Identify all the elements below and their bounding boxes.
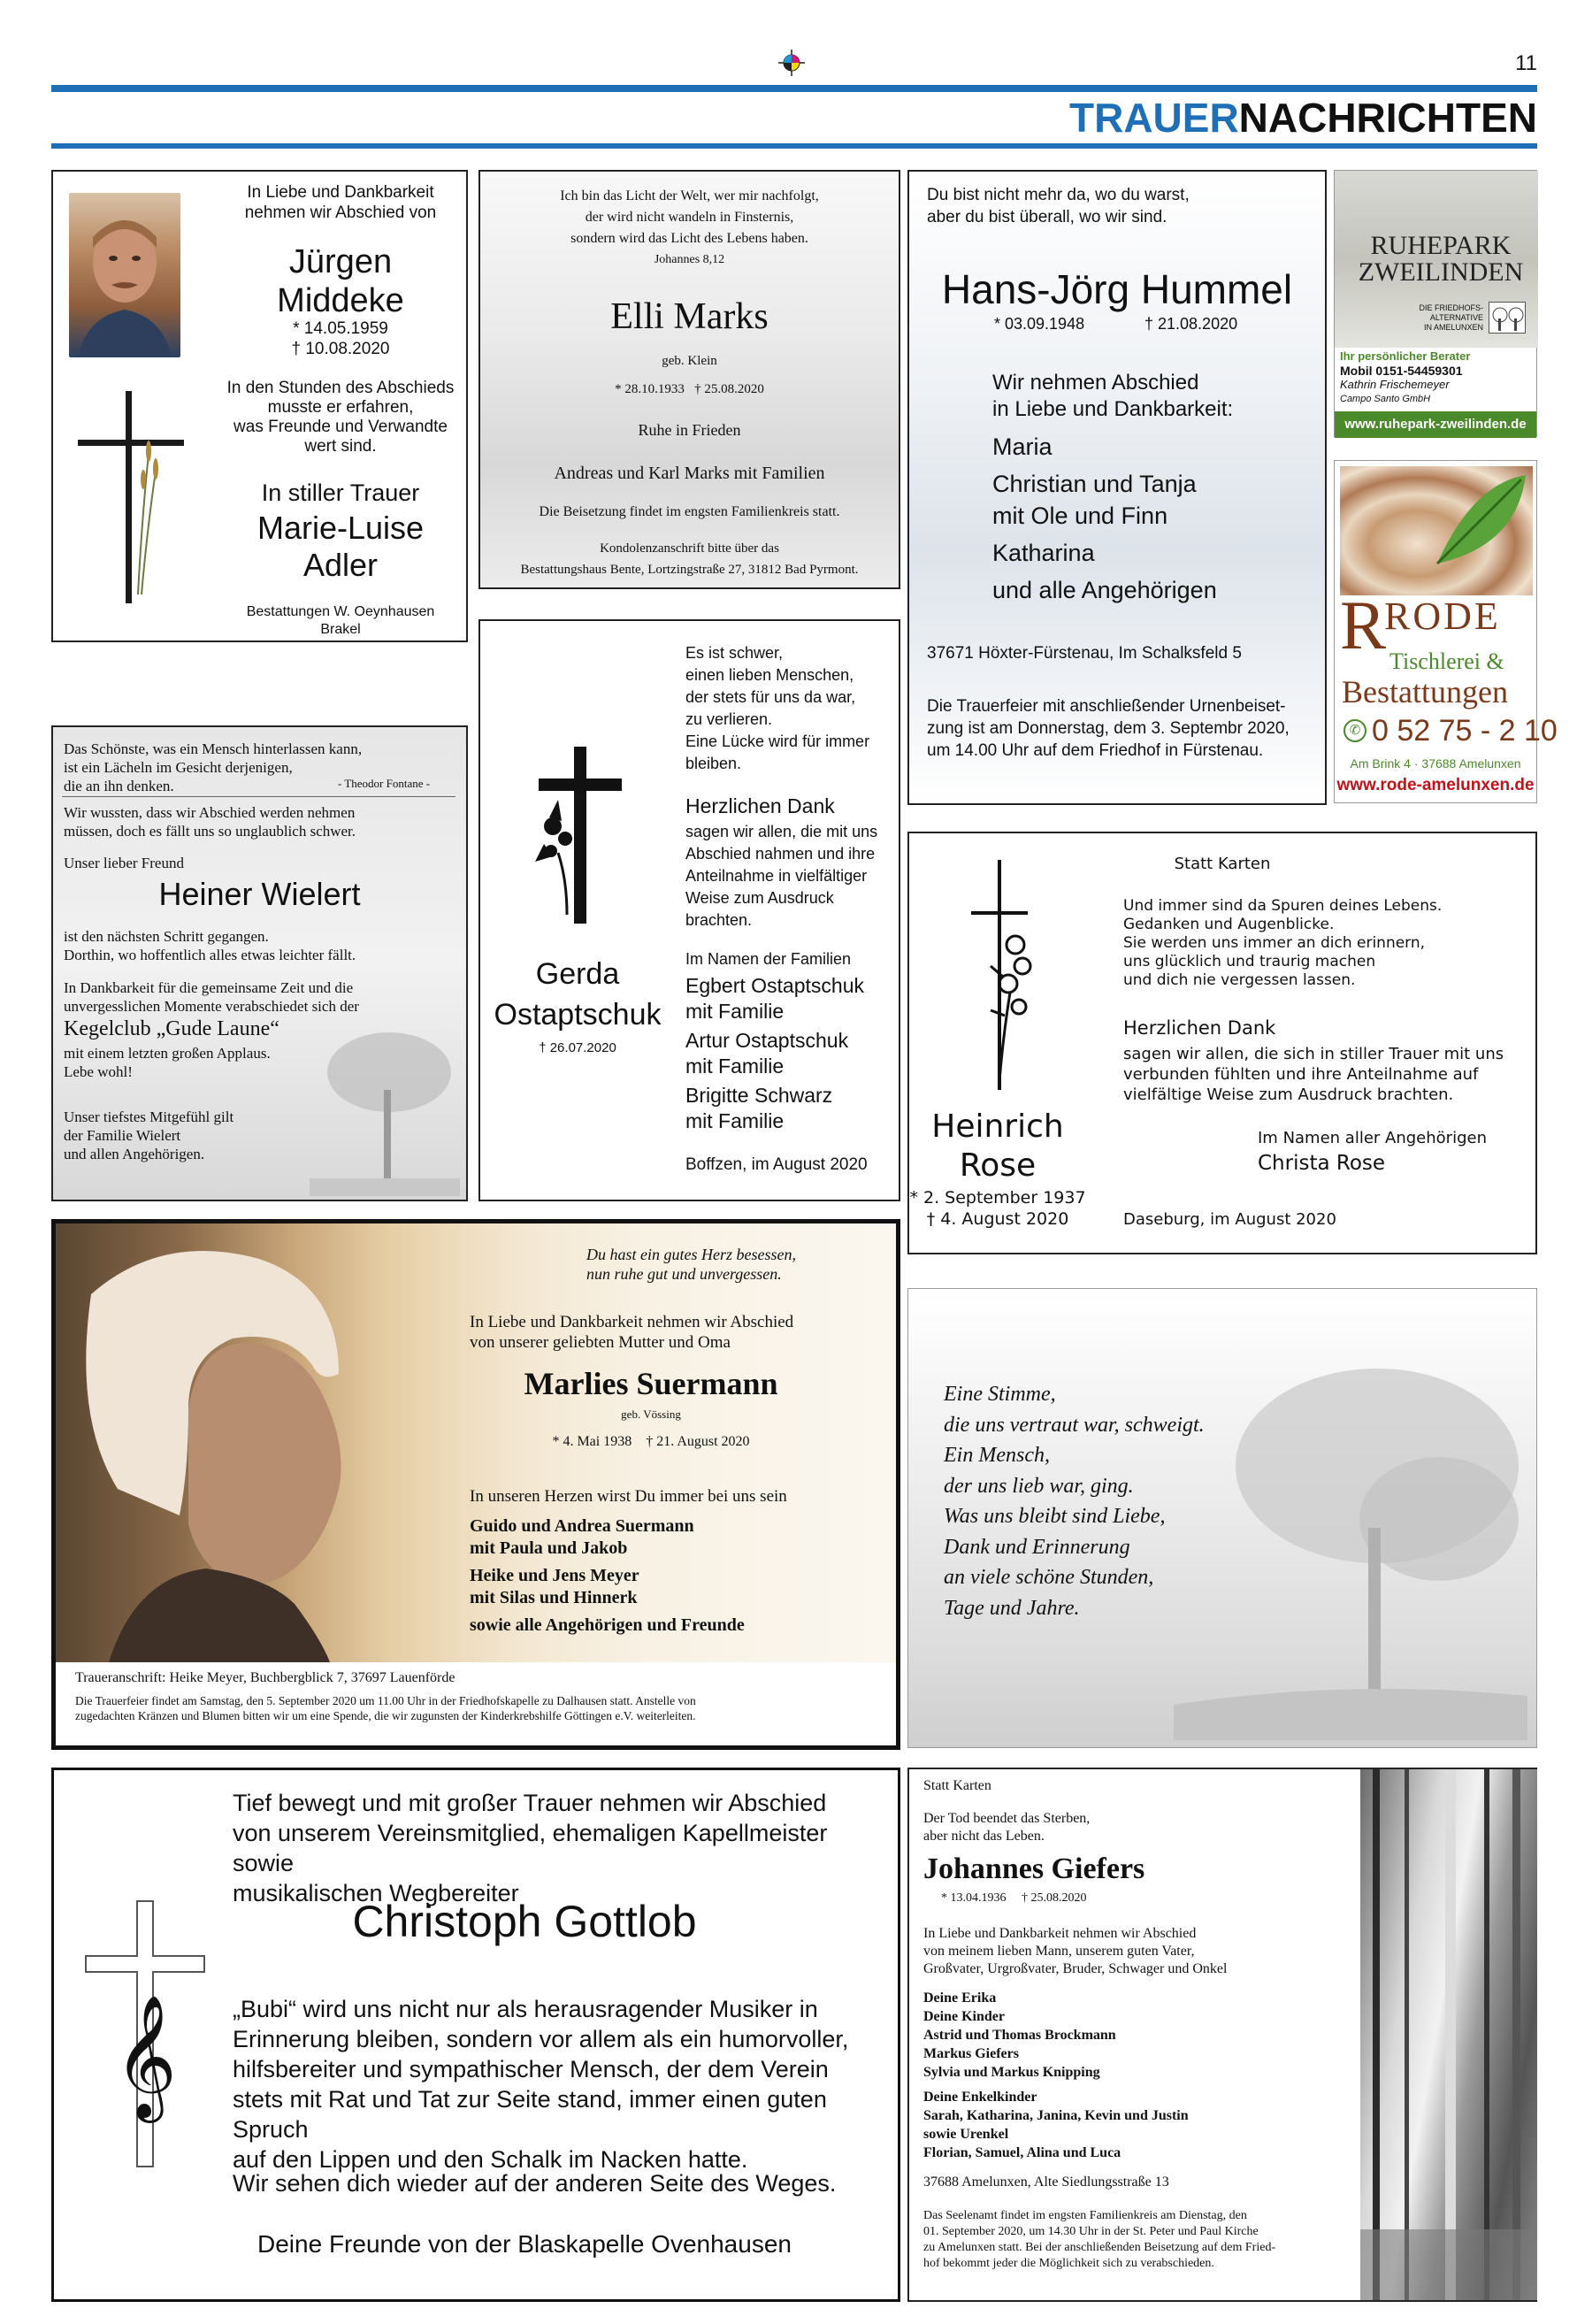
mourner-line: Florian, Samuel, Alina und Luca bbox=[923, 2145, 1122, 2160]
verse-line: Gedanken und Augenblicke. bbox=[1123, 916, 1335, 933]
svg-text:𝄞: 𝄞 bbox=[114, 1995, 177, 2118]
deceased-name: Christoph Gottlob bbox=[352, 1897, 697, 1946]
thanks-line: vielfältige Weise zum Ausdruck brachten. bbox=[1123, 1085, 1454, 1104]
deceased-name: Hans-Jörg Hummel bbox=[941, 266, 1293, 312]
mourner-line: Deine Kinder bbox=[923, 2009, 1005, 2024]
deceased-name: Johannes Giefers bbox=[923, 1852, 1145, 1885]
rode-line2: Bestattungen bbox=[1342, 674, 1508, 709]
intro-line: nehmen wir Abschied von bbox=[244, 203, 437, 222]
text-line: Unser tiefstes Mitgefühl gilt bbox=[64, 1108, 234, 1125]
mourner-line: Christian und Tanja bbox=[992, 471, 1197, 497]
advisor-name: Kathrin Frischemeyer bbox=[1340, 378, 1450, 391]
thanks-line: verbunden fühlten und ihre Anteilnahme auf bbox=[1123, 1065, 1479, 1084]
thanks-line: sagen wir allen, die sich in stiller Trauer mit uns bbox=[1123, 1045, 1504, 1063]
nee: geb. Klein bbox=[662, 354, 717, 368]
mourner-line: Heike und Jens Meyer bbox=[470, 1566, 639, 1585]
text-line: ist den nächsten Schritt gegangen. bbox=[64, 928, 269, 945]
deceased-last-name: Middeke bbox=[277, 282, 404, 319]
rip-line: Ruhe in Frieden bbox=[638, 421, 741, 439]
see-you-line: Wir sehen dich wieder auf der anderen Seite des Weges. bbox=[233, 2170, 837, 2197]
farewell-line: Wir nehmen Abschied bbox=[992, 371, 1199, 395]
verse-line: Du bist nicht mehr da, wo du warst, bbox=[927, 186, 1190, 204]
family-line: Egbert Ostaptschuk bbox=[685, 974, 864, 997]
mourner-line: mit Paula und Jakob bbox=[470, 1538, 628, 1558]
tree-silhouette bbox=[310, 1019, 460, 1196]
funeral-line: zung ist am Donnerstag, dem 3. Septembr 2020, bbox=[927, 719, 1290, 738]
obituary-hummel bbox=[907, 170, 1327, 805]
friend-label: Unser lieber Freund bbox=[64, 855, 184, 871]
ruhepark-subtitle: DIE FRIEDHOFS- bbox=[1419, 303, 1483, 312]
cross-with-rose-icon bbox=[964, 860, 1044, 1090]
mourner-line: Deine Erika bbox=[923, 1990, 997, 2006]
heart-line: In unseren Herzen wirst Du immer bei uns sein bbox=[470, 1487, 787, 1506]
family-line: Brigitte Schwarz bbox=[685, 1084, 833, 1107]
poem-line: der uns lieb war, ging. bbox=[944, 1474, 1134, 1498]
funeral-line: Die Trauerfeier mit anschließender Urnenbeiset- bbox=[927, 697, 1286, 716]
mourner-line: Guido und Andrea Suermann bbox=[470, 1516, 694, 1536]
funeral-line: zu Amelunxen statt. Bei der anschließenden Beisetzung auf dem Fried- bbox=[923, 2241, 1276, 2254]
registration-mark-icon bbox=[778, 50, 805, 76]
undertaker-line: Brakel bbox=[320, 622, 361, 637]
birth-date: * 03.09.1948 bbox=[994, 315, 1085, 333]
funeral-line: hof bekommt jeder die Möglichkeit sich zu verabschieden. bbox=[923, 2257, 1214, 2270]
rode-address: Am Brink 4 · 37688 Amelunxen bbox=[1350, 756, 1521, 771]
text-line: Lebe wohl! bbox=[64, 1063, 133, 1080]
obituary-rose bbox=[907, 832, 1537, 1254]
deceased-first-name: Heinrich bbox=[931, 1108, 1064, 1145]
intro-line: von meinem lieben Mann, unserem guten Vater, bbox=[923, 1944, 1195, 1959]
text-line: Wir wussten, dass wir Abschied werden nehmen bbox=[64, 804, 356, 821]
mourn-label: In stiller Trauer bbox=[261, 479, 420, 506]
life-dates: * 13.04.1936 † 25.08.2020 bbox=[941, 1891, 1087, 1905]
obituary-gottlob bbox=[51, 1768, 900, 2302]
mourner-line: sowie alle Angehörigen und Freunde bbox=[470, 1615, 745, 1635]
deceased-last-name: Rose bbox=[959, 1147, 1037, 1184]
ruhepark-title: RUHEPARK bbox=[1370, 231, 1512, 260]
deceased-first-name: Jürgen bbox=[288, 243, 393, 280]
tree-logo-icon bbox=[1489, 302, 1526, 334]
verse-line: Der Tod beendet das Sterben, bbox=[923, 1811, 1091, 1826]
header-rule-bottom bbox=[51, 143, 1537, 149]
mourner-line: mit Silas und Hinnerk bbox=[470, 1588, 638, 1607]
family-line: Artur Ostaptschuk bbox=[685, 1029, 849, 1052]
thanks-line: brachten. bbox=[685, 911, 753, 929]
rode-logo-text: RODE bbox=[1384, 594, 1501, 638]
quote-author: - Theodor Fontane - bbox=[338, 777, 431, 790]
verse-line: nun ruhe gut und unvergessen. bbox=[586, 1265, 782, 1283]
text-line: wert sind. bbox=[304, 437, 377, 456]
address: 37688 Amelunxen, Alte Siedlungsstraße 13 bbox=[923, 2174, 1169, 2190]
family-line: mit Familie bbox=[685, 1055, 785, 1078]
obituary-ostaptschuk bbox=[478, 619, 900, 1201]
quote-rule bbox=[62, 796, 455, 797]
text-line: müssen, doch es fällt uns so unglaublich schwer. bbox=[64, 823, 356, 840]
page-number: 11 bbox=[1515, 51, 1537, 75]
verse-line: der stets für uns da war, bbox=[685, 688, 856, 706]
verse-line: Eine Lücke wird für immer bbox=[685, 732, 870, 750]
text-line: hilfsbereiter und sympathischer Mensch, der dem Verein bbox=[233, 2056, 829, 2082]
verse-reference: Johannes 8,12 bbox=[654, 253, 725, 266]
verse-line: der wird nicht wandeln in Finsternis, bbox=[585, 210, 794, 225]
funeral-line: Die Trauerfeier findet am Samstag, den 5. September 2020 um 11.00 Uhr in der Friedhofskapelle zu Dalhausen statt. Anstelle von bbox=[75, 1694, 696, 1707]
condolence-line: Kondolenzanschrift bitte über das bbox=[600, 541, 779, 556]
advisor-phone: Mobil 0151-54459301 bbox=[1340, 364, 1463, 378]
family-label: Im Namen der Familien bbox=[685, 950, 852, 968]
nee: geb. Vössing bbox=[621, 1407, 681, 1421]
text-line: In den Stunden des Abschieds bbox=[226, 379, 455, 397]
obituary-middeke bbox=[51, 170, 468, 642]
intro-line: musikalischen Wegbereiter bbox=[233, 1880, 519, 1906]
obituary-marks bbox=[478, 170, 900, 589]
verse-line: aber du bist überall, wo wir sind. bbox=[927, 208, 1167, 226]
obituary-wielert bbox=[51, 725, 468, 1201]
verse-line: uns glücklich und traurig machen bbox=[1123, 953, 1376, 970]
quote-line: Das Schönste, was ein Mensch hinterlassen kann, bbox=[64, 740, 363, 757]
rode-line1: Tischlerei & bbox=[1389, 648, 1504, 674]
farewell-line: in Liebe und Dankbarkeit: bbox=[992, 397, 1234, 421]
birth-date: * 14.05.1959 bbox=[293, 319, 388, 338]
mourner-first-name: Marie-Luise bbox=[256, 510, 425, 546]
life-dates: * 28.10.1933 † 25.08.2020 bbox=[615, 382, 764, 396]
verse-line: einen lieben Menschen, bbox=[685, 666, 854, 684]
text-line: Erinnerung bleiben, sondern vor allem als ein humorvoller, bbox=[233, 2026, 849, 2052]
verse-line: Sie werden uns immer an dich erinnern, bbox=[1123, 934, 1426, 952]
verse-line: Und immer sind da Spuren deines Lebens. bbox=[1123, 897, 1443, 915]
text-line: „Bubi“ wird uns nicht nur als herausragender Musiker in bbox=[233, 1996, 818, 2022]
rode-artwork bbox=[1340, 466, 1533, 595]
cross-with-rose-icon bbox=[532, 747, 629, 924]
mourner-line: Katharina bbox=[992, 540, 1095, 566]
mourner-line: Maria bbox=[992, 433, 1053, 460]
poem-line: die uns vertraut war, schweigt. bbox=[944, 1413, 1205, 1437]
poem-line: Was uns bleibt sind Liebe, bbox=[944, 1505, 1166, 1528]
verse-line: aber nicht das Leben. bbox=[923, 1829, 1045, 1844]
cross-with-clef-icon bbox=[84, 1901, 208, 2167]
intro-line: Tief bewegt und mit großer Trauer nehmen wir Abschied bbox=[233, 1790, 827, 1816]
ad-ruhepark bbox=[1334, 170, 1537, 437]
phone-icon: ✆ bbox=[1344, 719, 1366, 742]
obituary-giefers bbox=[907, 1768, 1537, 2302]
section-title bbox=[1069, 94, 1537, 142]
intro-line: In Liebe und Dankbarkeit bbox=[247, 183, 434, 202]
family-line: mit Familie bbox=[685, 1000, 785, 1023]
deceased-last-name: Ostaptschuk bbox=[494, 998, 662, 1032]
intro-line: Großvater, Urgroßvater, Bruder, Schwager und Onkel bbox=[923, 1961, 1228, 1976]
header-line: Statt Karten bbox=[1174, 855, 1271, 873]
funeral-line: um 14.00 Uhr auf dem Friedhof in Fürstenau. bbox=[927, 741, 1264, 760]
verse-line: Es ist schwer, bbox=[685, 644, 784, 662]
mourner-line: Sarah, Katharina, Janina, Kevin und Justin bbox=[923, 2108, 1189, 2123]
rode-phone: 0 52 75 - 2 10 bbox=[1372, 714, 1558, 748]
forest-photo bbox=[1360, 1769, 1537, 2300]
mourner-line: mit Ole und Finn bbox=[992, 502, 1168, 529]
deceased-name: Elli Marks bbox=[610, 296, 769, 337]
obituary-stimme bbox=[907, 1288, 1537, 1748]
ruhepark-title: ZWEILINDEN bbox=[1358, 257, 1524, 287]
mourner-line: Markus Giefers bbox=[923, 2046, 1019, 2061]
family-line: Andreas und Karl Marks mit Familien bbox=[554, 464, 825, 483]
death-date: † 4. August 2020 bbox=[926, 1209, 1069, 1229]
thanks-line: sagen wir allen, die mit uns bbox=[685, 823, 878, 840]
signature: Deine Freunde von der Blaskapelle Ovenhausen bbox=[257, 2230, 792, 2258]
address: Traueranschrift: Heike Meyer, Buchbergblick 7, 37697 Lauenförde bbox=[75, 1670, 455, 1685]
deceased-name: Heiner Wielert bbox=[158, 876, 361, 912]
family-line: mit Familie bbox=[685, 1109, 785, 1132]
verse-line: bleiben. bbox=[685, 755, 742, 772]
funeral-line: Das Seelenamt findet im engsten Familienkreis am Dienstag, den bbox=[923, 2209, 1247, 2222]
thanks-line: Weise zum Ausdruck bbox=[685, 889, 834, 907]
death-date: † 10.08.2020 bbox=[291, 340, 390, 358]
advisor-company: Campo Santo GmbH bbox=[1340, 394, 1431, 404]
text-line: und allen Angehörigen. bbox=[64, 1146, 205, 1162]
rode-logo: R bbox=[1340, 587, 1387, 663]
ruhepark-subtitle: IN AMELUNXEN bbox=[1423, 323, 1483, 332]
condolence-line: Bestattungshaus Bente, Lortzingstraße 27, 31812 Bad Pyrmont. bbox=[520, 563, 859, 577]
obituary-suermann bbox=[51, 1219, 900, 1750]
verse-line: Ich bin das Licht der Welt, wer mir nachfolgt, bbox=[560, 188, 819, 203]
verse-line: Du hast ein gutes Herz besessen, bbox=[586, 1246, 796, 1263]
mourner-last-name: Adler bbox=[302, 547, 379, 583]
birth-date: * 2. September 1937 bbox=[909, 1188, 1086, 1208]
mourner-line: und alle Angehörigen bbox=[992, 577, 1217, 603]
poem-line: Eine Stimme, bbox=[944, 1383, 1056, 1406]
intro-line: In Liebe und Dankbarkeit nehmen wir Abschied bbox=[470, 1313, 794, 1331]
text-line: stets mit Rat und Tat zur Seite stand, immer einen guten Spruch bbox=[233, 2086, 827, 2143]
mourn-label: Im Namen aller Angehörigen bbox=[1258, 1129, 1487, 1147]
mourner-line: Sylvia und Markus Knipping bbox=[923, 2065, 1100, 2080]
place-date: Boffzen, im August 2020 bbox=[685, 1155, 868, 1174]
thanks-heading: Herzlichen Dank bbox=[1123, 1017, 1276, 1039]
life-dates: * 4. Mai 1938 † 21. August 2020 bbox=[552, 1434, 750, 1449]
text-line: mit einem letzten großen Applaus. bbox=[64, 1045, 271, 1062]
place-date: Daseburg, im August 2020 bbox=[1123, 1210, 1336, 1229]
funeral-line: Die Beisetzung findet im engsten Familienkreis statt. bbox=[539, 504, 840, 519]
section-title-blue: TRAUER bbox=[1069, 95, 1239, 141]
ruhepark-subtitle: ALTERNATIVE bbox=[1429, 313, 1483, 322]
section-title-black: NACHRICHTEN bbox=[1238, 95, 1537, 141]
text-line: der Familie Wielert bbox=[64, 1127, 181, 1144]
quote-line: die an ihn denken. bbox=[64, 778, 174, 794]
undertaker-line: Bestattungen W. Oeynhausen bbox=[246, 604, 435, 619]
funeral-line: zugedachten Kränzen und Blumen bitten wir um eine Spende, die wir zugunsten der Kinderkrebshilfe Göttingen e.V. weiterleiten. bbox=[75, 1709, 696, 1722]
death-date: † 21.08.2020 bbox=[1144, 315, 1238, 333]
verse-line: sondern wird das Licht des Lebens haben. bbox=[570, 231, 808, 246]
ruhepark-url[interactable]: www.ruhepark-zweilinden.de bbox=[1335, 411, 1536, 438]
text-line: unvergesslichen Momente verabschiedet sich der bbox=[64, 998, 359, 1015]
deceased-first-name: Gerda bbox=[535, 957, 620, 991]
verse-line: und dich nie vergessen lassen. bbox=[1123, 971, 1356, 989]
rode-url[interactable]: www.rode-amelunxen.de bbox=[1336, 776, 1535, 794]
quote-line: ist ein Lächeln im Gesicht derjenigen, bbox=[64, 759, 293, 776]
poem-line: an viele schöne Stunden, bbox=[944, 1566, 1154, 1589]
mourner-line: sowie Urenkel bbox=[923, 2127, 1009, 2142]
deceased-name: Marlies Suermann bbox=[524, 1366, 778, 1401]
header-rule-top bbox=[51, 85, 1537, 92]
poem-line: Tage und Jahre. bbox=[944, 1596, 1080, 1620]
mourner-line: Astrid und Thomas Brockmann bbox=[923, 2028, 1116, 2043]
text-line: was Freunde und Verwandte bbox=[233, 418, 448, 436]
advisor-label: Ihr persönlicher Berater bbox=[1340, 349, 1471, 363]
thanks-heading: Herzlichen Dank bbox=[685, 794, 835, 817]
club-name: Kegelclub „Gude Laune“ bbox=[64, 1017, 279, 1040]
thanks-line: Anteilnahme in vielfältiger bbox=[685, 867, 868, 885]
address: 37671 Höxter-Fürstenau, Im Schalksfeld 5 bbox=[927, 644, 1242, 663]
poem-line: Ein Mensch, bbox=[944, 1444, 1050, 1467]
poem-line: Dank und Erinnerung bbox=[944, 1535, 1130, 1559]
text-line: In Dankbarkeit für die gemeinsame Zeit und die bbox=[64, 979, 354, 996]
thanks-line: Abschied nahmen und ihre bbox=[685, 845, 876, 863]
funeral-line: 01. September 2020, um 14.30 Uhr in der St. Peter und Paul Kirche bbox=[923, 2225, 1259, 2238]
text-line: auf den Lippen und den Schalk im Nacken hatte. bbox=[233, 2146, 748, 2173]
intro-line: von unserem Vereinsmitglied, ehemaligen Kapellmeister sowie bbox=[233, 1820, 828, 1876]
text-line: Dorthin, wo hoffentlich alles etwas leichter fällt. bbox=[64, 947, 356, 963]
portrait-photo bbox=[69, 193, 180, 357]
mourner-line: Deine Enkelkinder bbox=[923, 2090, 1037, 2105]
header-line: Statt Karten bbox=[923, 1778, 991, 1793]
intro-line: In Liebe und Dankbarkeit nehmen wir Abschied bbox=[923, 1926, 1197, 1941]
mourner-name: Christa Rose bbox=[1258, 1152, 1386, 1175]
death-date: † 26.07.2020 bbox=[539, 1040, 616, 1055]
intro-line: von unserer geliebten Mutter und Oma bbox=[470, 1333, 731, 1352]
verse-line: zu verlieren. bbox=[685, 710, 773, 728]
ad-rode bbox=[1334, 460, 1558, 803]
cross-icon bbox=[78, 391, 184, 603]
text-line: musste er erfahren, bbox=[267, 398, 414, 417]
